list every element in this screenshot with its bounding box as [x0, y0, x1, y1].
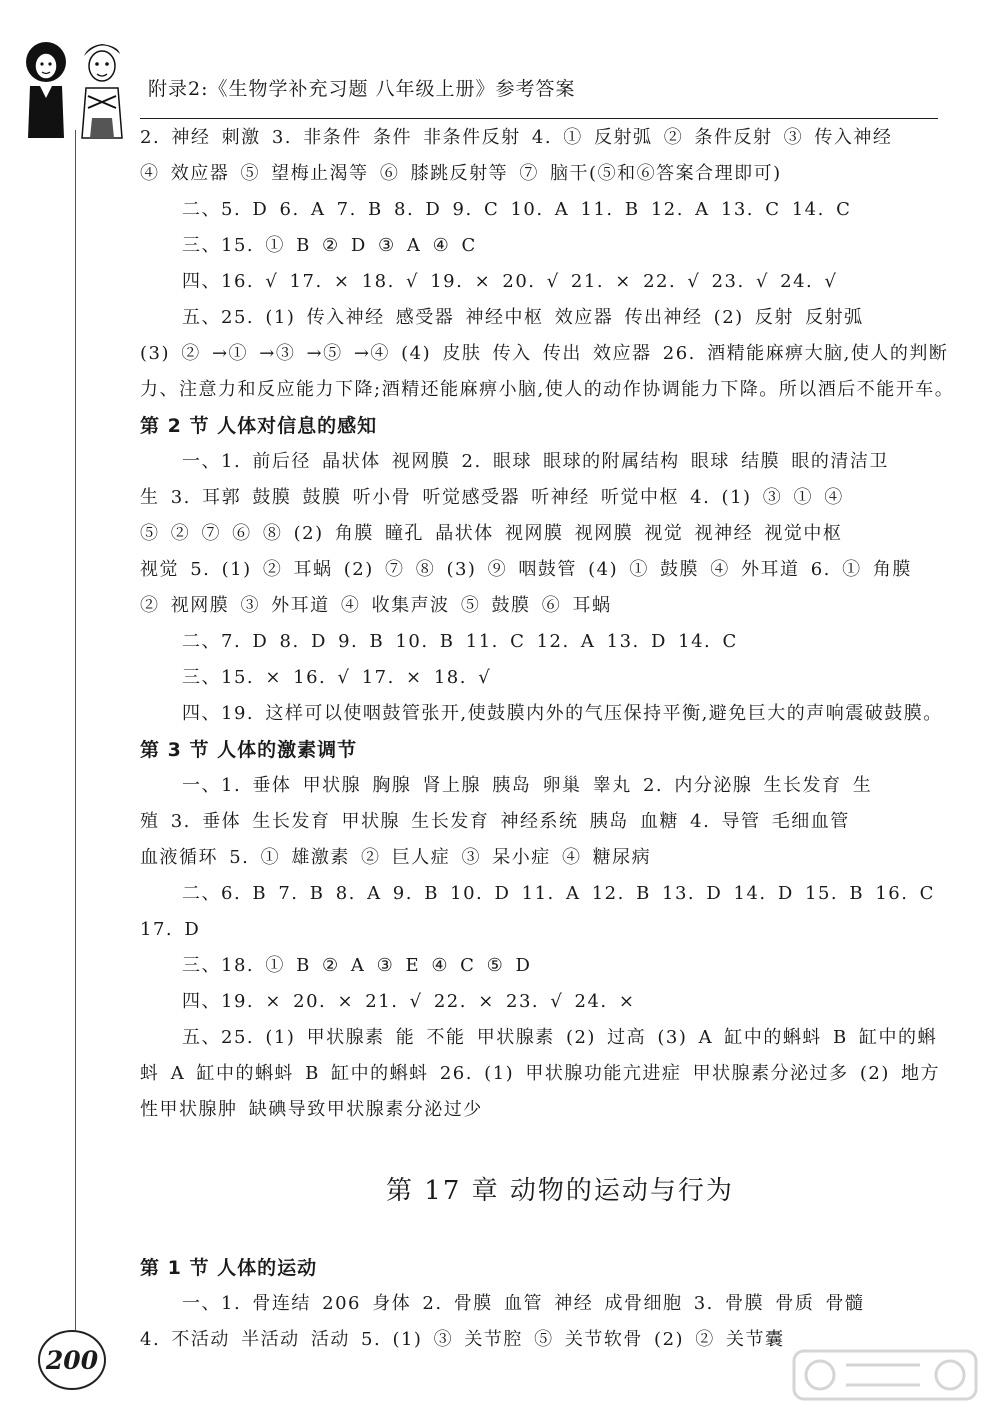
- answer-line: 三、15. ① B ② D ③ A ④ C: [182, 235, 477, 256]
- answer-line: 三、15. × 16. √ 17. × 18. √: [182, 667, 492, 688]
- answer-line: 二、5. D 6. A 7. B 8. D 9. C 10. A 11. B 12. A 13. C 14. C: [182, 199, 852, 220]
- answer-line: 17. D: [140, 919, 201, 940]
- answer-line: 一、1. 前后径 晶状体 视网膜 2. 眼球 眼球的附属结构 眼球 结膜 眼的清洁卫: [182, 451, 889, 472]
- answer-line: 二、6. B 7. B 8. A 9. B 10. D 11. A 12. B 13. D 14. D 15. B 16. C: [182, 883, 935, 904]
- answer-line: 五、25. (1) 传入神经 感受器 神经中枢 效应器 传出神经 (2) 反射 反射弧: [182, 307, 864, 328]
- header-rule: [140, 118, 938, 119]
- answer-line: 二、7. D 8. D 9. B 10. B 11. C 12. A 13. D 14. C: [182, 631, 738, 652]
- margin-rule: [75, 130, 76, 1330]
- answer-line: 四、19. 这样可以使咽鼓管张开,使鼓膜内外的气压保持平衡,避免巨大的声响震破鼓膜。: [182, 703, 943, 724]
- page-number: 200: [38, 1330, 106, 1390]
- answer-line: 殖 3. 垂体 生长发育 甲状腺 生长发育 神经系统 胰岛 血糖 4. 导管 毛细血管: [140, 811, 850, 832]
- answer-content: [140, 120, 955, 1358]
- answer-line: 2. 神经 刺激 3. 非条件 条件 非条件反射 4. ① 反射弧 ② 条件反射 ③ 传入神经: [140, 127, 893, 148]
- answer-line: 四、16. √ 17. × 18. √ 19. × 20. √ 21. × 22. √ 23. √ 24. √: [182, 271, 838, 292]
- cartoon-figures-icon: [18, 34, 138, 144]
- answer-line: 蚪 A 缸中的蝌蚪 B 缸中的蝌蚪 26. (1) 甲状腺功能亢进症 甲状腺素分泌过多 (2) 地方: [140, 1063, 941, 1084]
- answer-line: 性甲状腺肿 缺碘导致甲状腺素分泌过少: [140, 1099, 483, 1120]
- answer-line: ④ 效应器 ⑤ 望梅止渴等 ⑥ 膝跳反射等 ⑦ 脑干(⑤和⑥答案合理即可): [140, 163, 782, 184]
- section-heading: 第 3 节 人体的激素调节: [140, 739, 358, 761]
- answer-line: 五、25. (1) 甲状腺素 能 不能 甲状腺素 (2) 过高 (3) A 缸中的蝌蚪 B 缸中的蝌: [182, 1027, 938, 1048]
- answer-line: 一、1. 骨连结 206 身体 2. 骨膜 血管 神经 成骨细胞 3. 骨膜 骨质 骨髓: [182, 1293, 865, 1314]
- watermark-logo-icon: [790, 1345, 980, 1405]
- answer-line: (3) ② →① →③ →⑤ →④ (4) 皮肤 传入 传出 效应器 26. 酒精能麻痹大脑,使人的判断: [140, 343, 949, 364]
- section-heading: 第 2 节 人体对信息的感知: [140, 415, 378, 437]
- answer-line: ⑤ ② ⑦ ⑥ ⑧ (2) 角膜 瞳孔 晶状体 视网膜 视网膜 视觉 视神经 视觉中枢: [140, 523, 843, 544]
- answer-line: 力、注意力和反应能力下降;酒精还能麻痹小脑,使人的动作协调能力下降。所以酒后不能开车。: [140, 379, 955, 400]
- answer-line: 生 3. 耳郭 鼓膜 鼓膜 听小骨 听觉感受器 听神经 听觉中枢 4. (1) ③ ① ④: [140, 487, 844, 508]
- chapter-heading: 第 17 章 动物的运动与行为: [386, 1176, 734, 1206]
- section-heading: 第 1 节 人体的运动: [140, 1257, 318, 1279]
- answer-line: 一、1. 垂体 甲状腺 胸腺 肾上腺 胰岛 卵巢 睾丸 2. 内分泌腺 生长发育 生: [182, 775, 873, 796]
- answer-line: 三、18. ① B ② A ③ E ④ C ⑤ D: [182, 955, 532, 976]
- answer-line: ② 视网膜 ③ 外耳道 ④ 收集声波 ⑤ 鼓膜 ⑥ 耳蜗: [140, 595, 612, 616]
- answer-line: 血液循环 5. ① 雄激素 ② 巨人症 ③ 呆小症 ④ 糖尿病: [140, 847, 652, 868]
- answer-line: 视觉 5. (1) ② 耳蜗 (2) ⑦ ⑧ (3) ⑨ 咽鼓管 (4) ① 鼓膜 ④ 外耳道 6. ① 角膜: [140, 559, 912, 580]
- answer-line: 四、19. × 20. × 21. √ 22. × 23. √ 24. ×: [182, 991, 636, 1012]
- answer-line: 4. 不活动 半活动 活动 5. (1) ③ 关节腔 ⑤ 关节软骨 (2) ② 关节囊: [140, 1329, 785, 1350]
- page-header: [0, 20, 1000, 110]
- header-title: 附录2:《生物学补充习题 八年级上册》参考答案: [148, 78, 576, 100]
